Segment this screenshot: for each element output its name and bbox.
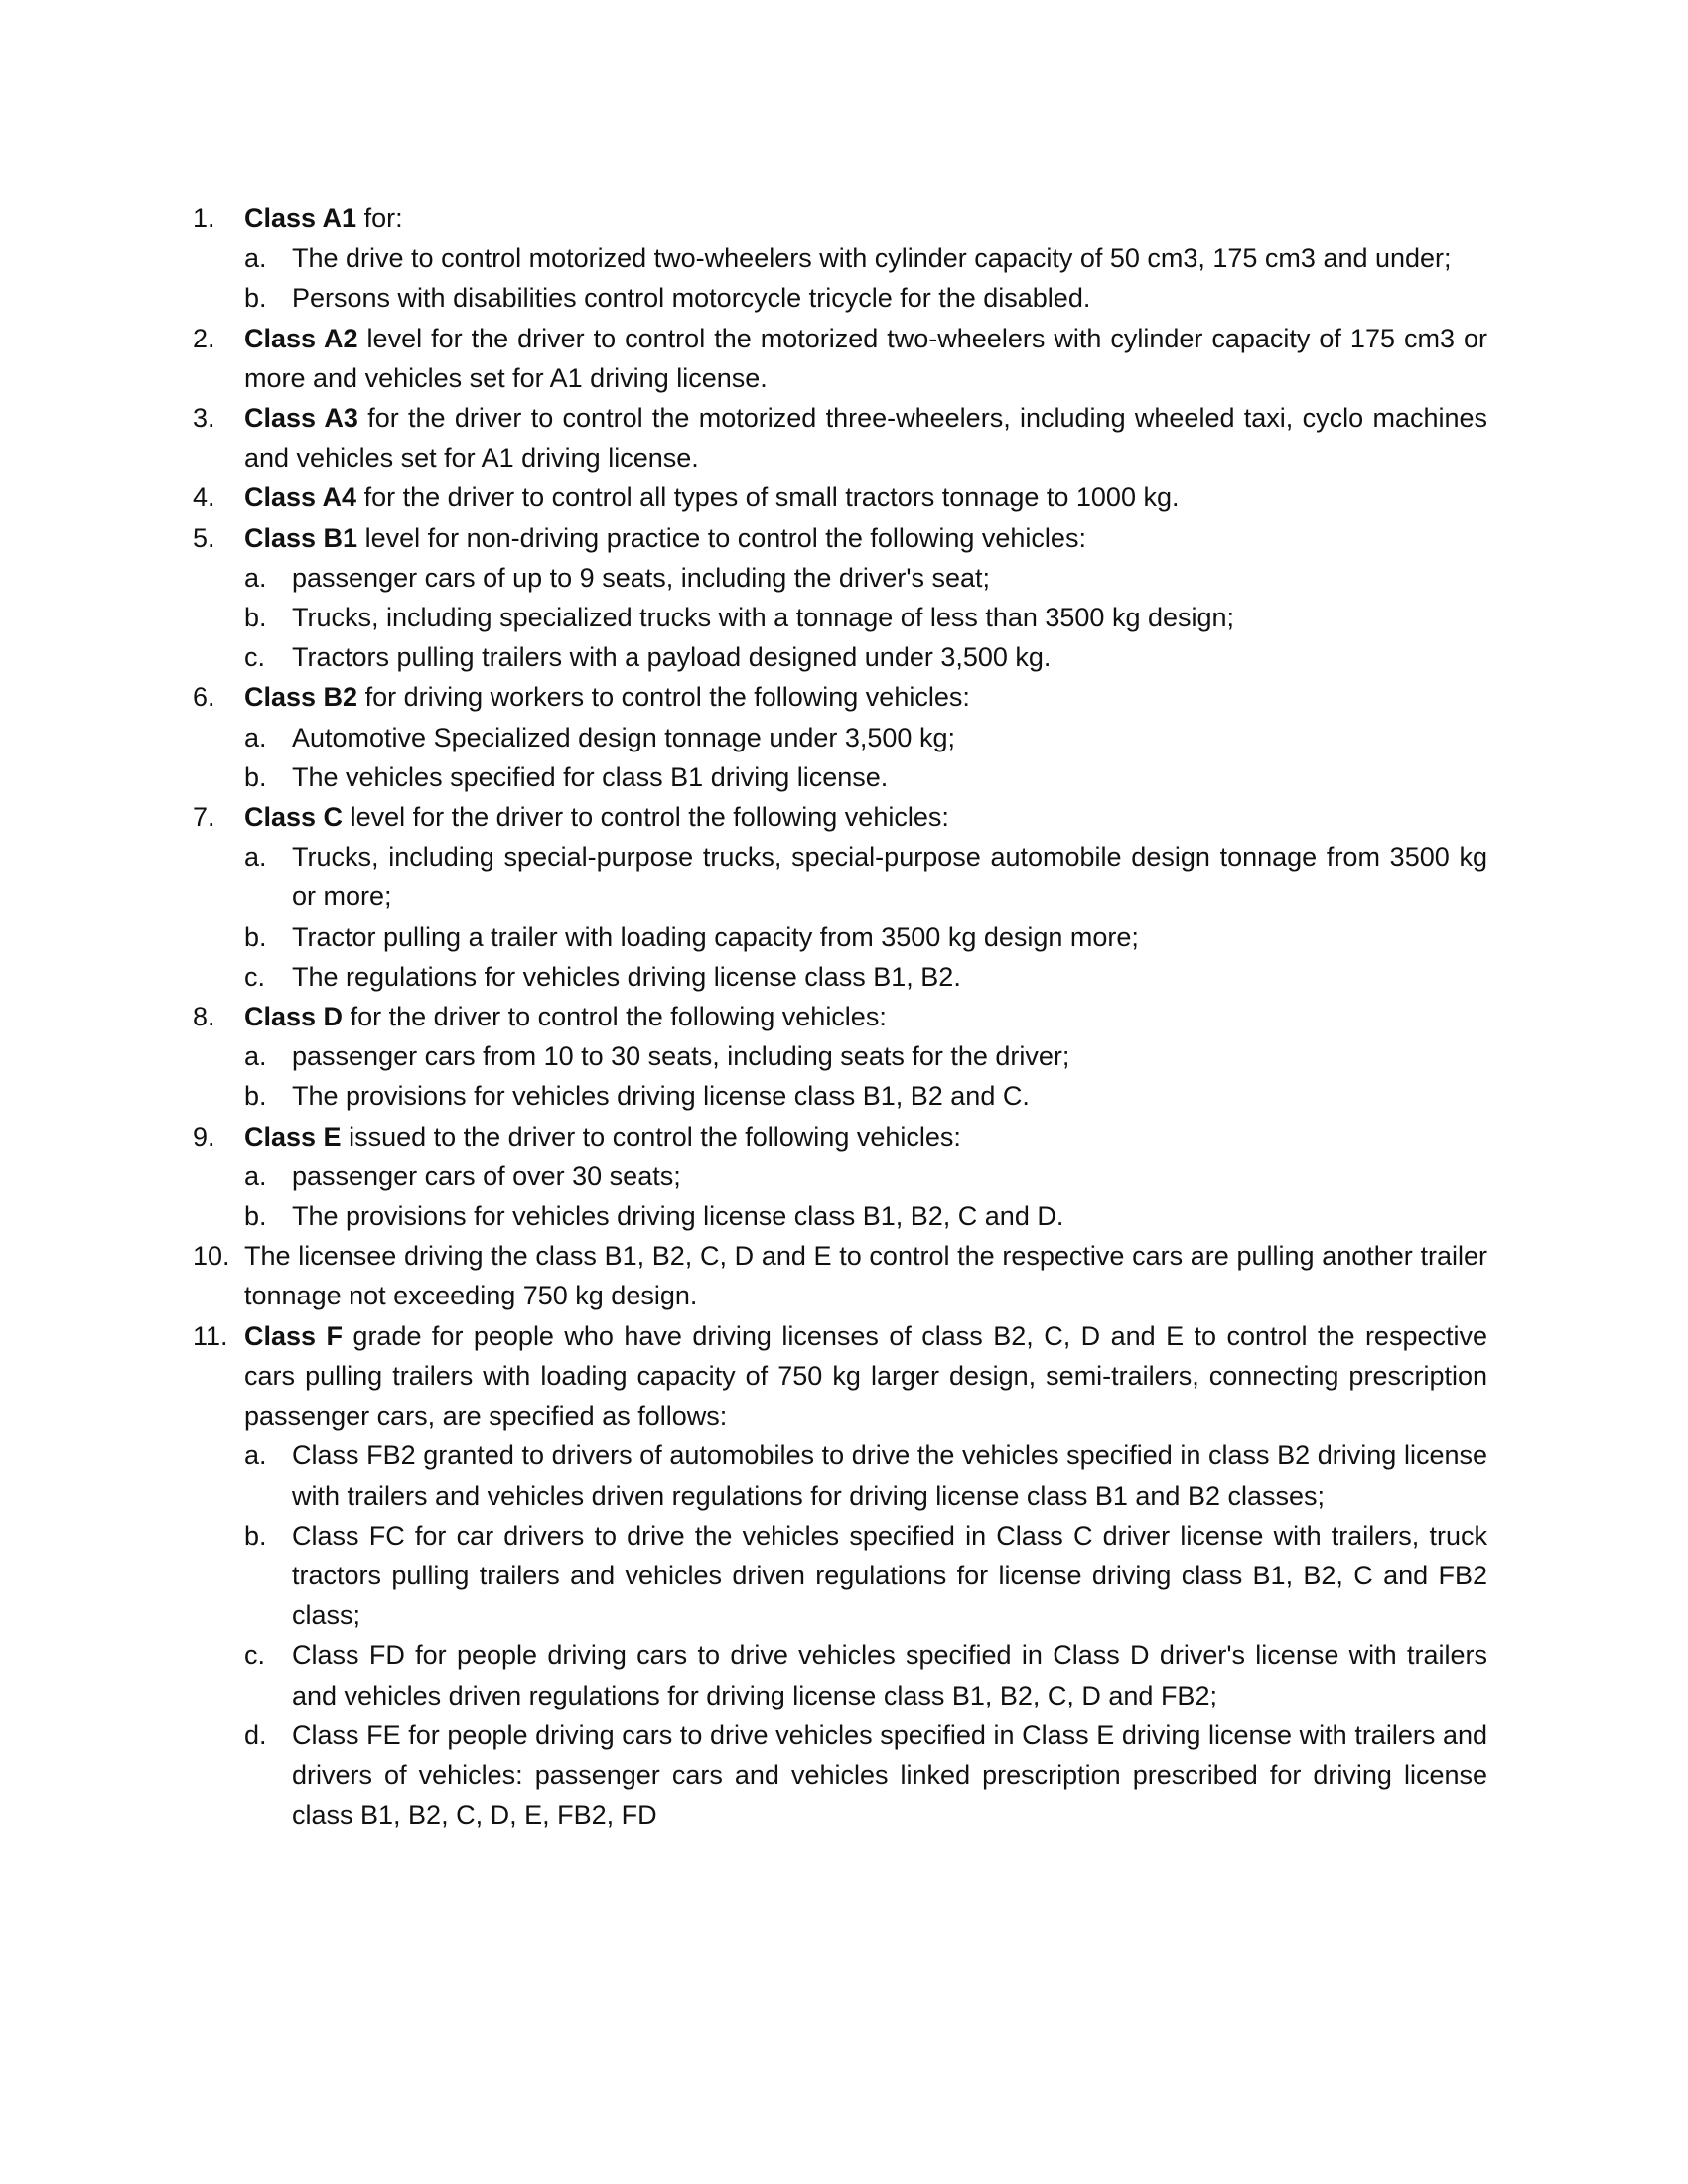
sub-item-letter: a. xyxy=(244,243,267,274)
list-item-row xyxy=(193,797,1487,837)
sub-item-text: passenger cars from 10 to 30 seats, including seats for the driver; xyxy=(292,1041,1070,1072)
sub-list-item xyxy=(240,917,1487,957)
sub-item-text: Trucks, including special-purpose trucks, special-purpose automobile design tonnage from 3500 kg or more; xyxy=(292,842,1487,912)
sub-item-text: The provisions for vehicles driving license class B1, B2, C and D. xyxy=(292,1201,1064,1232)
sub-item-text: Class FE for people driving cars to drive vehicles specified in Class E driving license with trailers and drivers of vehicles: passenger cars and vehicles linked prescription prescribed for driving license class B1, B2, C, D, E, FB2, FD xyxy=(292,1719,1487,1831)
class-name: Class D xyxy=(244,1002,344,1032)
sub-item-text: The drive to control motorized two-wheelers with cylinder capacity of 50 cm3, 175 cm3 and under; xyxy=(292,243,1452,274)
item-text xyxy=(244,1117,1487,1157)
list-item xyxy=(193,677,1487,797)
class-name: Class E xyxy=(244,1121,342,1152)
sub-item-letter: a. xyxy=(244,1041,267,1072)
sub-item-letter: b. xyxy=(244,1520,267,1551)
class-name: Class C xyxy=(244,802,344,833)
item-text xyxy=(244,997,1487,1036)
sub-item-text: Trucks, including specialized trucks with a tonnage of less than 3500 kg design; xyxy=(292,603,1235,633)
sub-item-letter: d. xyxy=(244,1719,267,1750)
item-text xyxy=(244,518,1487,558)
item-text xyxy=(244,478,1487,517)
list-item xyxy=(193,319,1487,398)
list-item xyxy=(193,398,1487,478)
item-number: 6. xyxy=(193,682,215,713)
item-description: for the driver to control the following vehicles: xyxy=(343,1002,887,1032)
sub-list xyxy=(193,718,1487,797)
item-description: for driving workers to control the following vehicles: xyxy=(357,682,970,713)
sub-item-letter: a. xyxy=(244,842,267,873)
list-item xyxy=(193,997,1487,1117)
sub-list-item xyxy=(240,278,1487,318)
item-description: for: xyxy=(356,204,403,233)
sub-list-item xyxy=(240,957,1487,997)
sub-list-item xyxy=(240,238,1487,278)
list-item-row xyxy=(193,1316,1487,1436)
item-number: 7. xyxy=(193,802,215,833)
item-description: level for the driver to control the motorized two-wheelers with cylinder capacity of 175 cm3 or more and vehicles set for A1 driving license. xyxy=(244,323,1487,393)
list-item xyxy=(193,199,1487,319)
list-item-row xyxy=(193,997,1487,1036)
sub-item-letter: c. xyxy=(244,961,266,992)
sub-list xyxy=(193,1435,1487,1835)
item-text xyxy=(244,398,1487,478)
item-description: issued to the driver to control the following vehicles: xyxy=(341,1121,961,1152)
sub-item-letter: c. xyxy=(244,642,266,673)
sub-item-text: The provisions for vehicles driving license class B1, B2 and C. xyxy=(292,1081,1030,1112)
list-item-row xyxy=(193,398,1487,478)
sub-item-text: passenger cars of over 30 seats; xyxy=(292,1160,681,1191)
list-item-row xyxy=(193,677,1487,717)
item-description: grade for people who have driving licenses of class B2, C, D and E to control the respective cars pulling trailers with loading capacity of 750 kg larger design, semi-trailers, connecting prescription passenger cars, are specified as follows: xyxy=(244,1320,1487,1432)
class-name: Class B2 xyxy=(244,682,358,713)
list-item xyxy=(193,518,1487,678)
sub-item-text: Class FB2 granted to drivers of automobiles to drive the vehicles specified in class B2 driving license with trailers and vehicles driven regulations for driving license class B1 and B2 classes; xyxy=(292,1440,1487,1511)
sub-list-item xyxy=(240,757,1487,797)
item-number: 3. xyxy=(193,403,215,434)
item-text xyxy=(244,319,1487,398)
sub-item-letter: c. xyxy=(244,1640,266,1671)
sub-item-letter: a. xyxy=(244,562,267,593)
list-item-row xyxy=(193,518,1487,558)
sub-list-item xyxy=(240,1435,1487,1515)
item-number: 10. xyxy=(193,1241,230,1272)
list-item-row xyxy=(193,1117,1487,1157)
item-text xyxy=(244,797,1487,837)
sub-item-text: The regulations for vehicles driving license class B1, B2. xyxy=(292,961,961,992)
item-number: 5. xyxy=(193,522,215,553)
list-item-row xyxy=(193,1236,1487,1315)
sub-item-letter: a. xyxy=(244,722,267,752)
list-item xyxy=(193,797,1487,997)
sub-list-item xyxy=(240,598,1487,637)
list-item xyxy=(193,1236,1487,1315)
item-text xyxy=(244,199,1487,238)
list-item xyxy=(193,478,1487,517)
sub-list xyxy=(193,1157,1487,1236)
sub-item-letter: b. xyxy=(244,761,267,792)
sub-list-item xyxy=(240,637,1487,677)
sub-list xyxy=(193,837,1487,997)
sub-item-text: Class FD for people driving cars to drive vehicles specified in Class D driver's license with trailers and vehicles driven regulations for driving license class B1, B2, C, D and FB2; xyxy=(292,1640,1487,1710)
sub-list-item xyxy=(240,1076,1487,1116)
sub-item-text: Tractor pulling a trailer with loading capacity from 3500 kg design more; xyxy=(292,921,1139,952)
sub-item-letter: a. xyxy=(244,1160,267,1191)
class-name: Class F xyxy=(244,1320,343,1351)
sub-list xyxy=(193,238,1487,318)
list-item-row xyxy=(193,319,1487,398)
sub-list-item xyxy=(240,1635,1487,1714)
item-description: level for the driver to control the following vehicles: xyxy=(343,802,949,833)
class-name: Class A1 xyxy=(244,204,357,233)
list-item xyxy=(193,1117,1487,1237)
item-text xyxy=(244,677,1487,717)
license-class-list xyxy=(193,199,1487,1835)
sub-item-text: Persons with disabilities control motorcycle tricycle for the disabled. xyxy=(292,283,1091,314)
class-name: Class B1 xyxy=(244,522,358,553)
sub-item-letter: b. xyxy=(244,921,267,952)
class-name: Class A4 xyxy=(244,482,357,513)
sub-item-text: The vehicles specified for class B1 driving license. xyxy=(292,761,889,792)
item-description: for the driver to control all types of small tractors tonnage to 1000 kg. xyxy=(356,482,1180,513)
sub-list-item xyxy=(240,1036,1487,1076)
item-number: 8. xyxy=(193,1002,215,1032)
list-item-row xyxy=(193,478,1487,517)
sub-item-letter: b. xyxy=(244,603,267,633)
sub-list-item xyxy=(240,558,1487,598)
item-number: 9. xyxy=(193,1121,215,1152)
sub-item-letter: b. xyxy=(244,1081,267,1112)
item-text xyxy=(244,1236,1487,1315)
item-description: level for non-driving practice to control the following vehicles: xyxy=(357,522,1086,553)
item-description: The licensee driving the class B1, B2, C, D and E to control the respective cars are pulling another trailer tonnage not exceeding 750 kg design. xyxy=(244,1241,1487,1311)
item-number: 4. xyxy=(193,482,215,513)
sub-list-item xyxy=(240,1516,1487,1636)
sub-item-text: Automotive Specialized design tonnage under 3,500 kg; xyxy=(292,722,955,752)
class-name: Class A2 xyxy=(244,323,358,353)
sub-item-letter: a. xyxy=(244,1440,267,1471)
sub-item-text: Class FC for car drivers to drive the vehicles specified in Class C driver license with trailers, truck tractors pulling trailers and vehicles driven regulations for license driving class B1, B2, C and FB2 class; xyxy=(292,1520,1487,1631)
sub-list-item xyxy=(240,837,1487,916)
item-text xyxy=(244,1316,1487,1436)
sub-list-item xyxy=(240,1715,1487,1836)
class-name: Class A3 xyxy=(244,403,358,434)
sub-item-text: passenger cars of up to 9 seats, including the driver's seat; xyxy=(292,562,991,593)
item-number: 1. xyxy=(193,204,215,233)
sub-list xyxy=(193,1036,1487,1116)
list-item-row xyxy=(193,199,1487,238)
sub-list-item xyxy=(240,1157,1487,1196)
sub-list-item xyxy=(240,718,1487,757)
item-description: for the driver to control the motorized three-wheelers, including wheeled taxi, cyclo machines and vehicles set for A1 driving license. xyxy=(244,403,1488,474)
list-item xyxy=(193,1316,1487,1836)
sub-item-letter: b. xyxy=(244,283,267,314)
sub-list-item xyxy=(240,1196,1487,1236)
item-number: 11. xyxy=(193,1320,228,1351)
sub-list xyxy=(193,558,1487,678)
sub-item-text: Tractors pulling trailers with a payload designed under 3,500 kg. xyxy=(292,642,1052,673)
sub-item-letter: b. xyxy=(244,1201,267,1232)
item-number: 2. xyxy=(193,323,215,353)
